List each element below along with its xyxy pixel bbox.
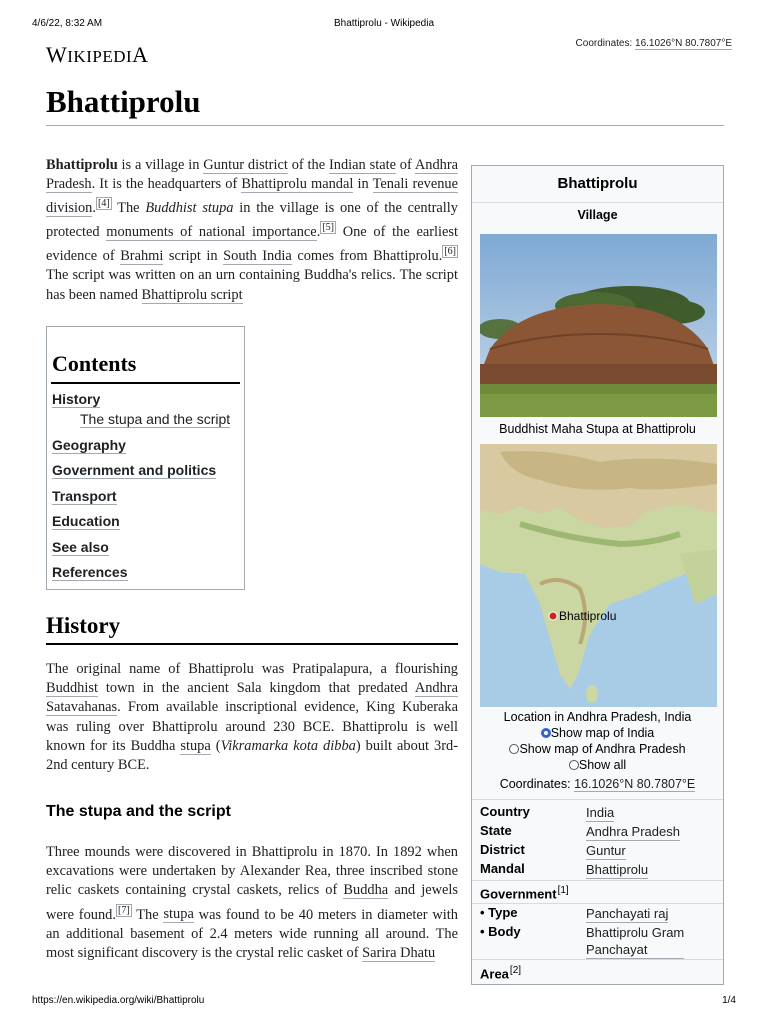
link-buddha[interactable]: Buddha: [343, 882, 389, 899]
section-heading-stupa-script: The stupa and the script: [46, 803, 231, 820]
link-buddhist[interactable]: Buddhist: [46, 680, 98, 697]
link-stupa[interactable]: stupa: [180, 737, 211, 754]
link-brahmi[interactable]: Brahmi: [120, 248, 164, 265]
row-label-state: State: [480, 823, 512, 838]
toc-item-geography[interactable]: Geography: [52, 437, 126, 453]
link-stupa-2[interactable]: stupa: [163, 906, 194, 923]
ref-6[interactable]: [6]: [444, 246, 456, 258]
print-datetime: 4/6/22, 8:32 AM: [32, 18, 103, 29]
row-label-district: District: [480, 842, 525, 857]
radio-show-all[interactable]: Show all: [472, 758, 723, 772]
link-south-india[interactable]: South India: [223, 248, 292, 265]
link-monuments[interactable]: monuments of national importance: [106, 224, 317, 241]
radio-show-andhra[interactable]: Show map of Andhra Pradesh: [472, 742, 723, 756]
title-divider: [46, 125, 724, 126]
row-label-mandal: Mandal: [480, 861, 525, 876]
coordinates-top: [576, 38, 732, 49]
radio-unselected-icon[interactable]: [509, 744, 519, 754]
link-bhattiprolu-script[interactable]: Bhattiprolu script: [141, 286, 243, 303]
toc-item-history[interactable]: History: [52, 391, 101, 407]
row-value-type[interactable]: Panchayati raj: [586, 906, 669, 921]
lead-paragraph: Bhattiprolu is a village in Guntur district of the Indian state of Andhra Pradesh. It is the headquarters of Bhattiprolu mandal in Tenali revenue division. [4] The Buddhist stupa in the village is one of the centrally protected monuments of national importance. [5] One of the earliest evidence of Brahmi script in South India comes from Bhattiprolu. [6] The script was written on an urn containing Buddha's relics. The script has been named Bhattiprolu script: [46, 157, 459, 303]
toc-item-education[interactable]: Education: [52, 513, 120, 529]
ref-4[interactable]: [4]: [98, 198, 110, 210]
toc-title: Contents: [52, 351, 137, 376]
wikipedia-wordmark[interactable]: WIKIPEDIA: [46, 42, 149, 67]
row-label-government: Government[1]: [480, 885, 569, 902]
link-bhattiprolu-mandal[interactable]: Bhattiprolu mandal: [241, 176, 354, 193]
row-label-type: • Type: [480, 905, 518, 920]
page-title: Bhattiprolu: [46, 84, 201, 119]
row-value-state[interactable]: Andhra Pradesh: [586, 824, 680, 839]
link-indian-state[interactable]: Indian state: [328, 157, 396, 173]
radio-show-india[interactable]: Show map of India: [472, 726, 723, 740]
section-heading-history: History: [46, 613, 121, 638]
link-tenali-division[interactable]: Tenali revenue division: [46, 176, 458, 217]
infobox-coordinates: Coordinates: 16.1026°N 80.7807°E: [499, 777, 696, 791]
toc-item-stupa-and-script[interactable]: The stupa and the script: [80, 411, 231, 427]
photo-caption: Buddhist Maha Stupa at Bhattiprolu: [499, 422, 696, 436]
link-andhra-satavahanas[interactable]: Andhra Satavahanas: [46, 680, 458, 716]
row-value-country[interactable]: India: [586, 805, 615, 820]
map-marker-label: Bhattiprolu: [559, 609, 617, 623]
map-caption: Location in Andhra Pradesh, India: [503, 710, 692, 724]
link-guntur-district[interactable]: Guntur district: [203, 157, 288, 173]
row-label-area: Area[2]: [480, 965, 522, 982]
link-andhra-pradesh[interactable]: Andhra Pradesh: [46, 157, 459, 193]
row-label-country: Country: [480, 804, 530, 819]
radio-unselected-icon[interactable]: [569, 760, 579, 770]
row-value-body[interactable]: Bhattiprolu Gram Panchayat: [586, 925, 685, 957]
history-paragraph: The original name of Bhattiprolu was Pratipalapura, a flourishing Buddhist town in the ancient Sala kingdom that predated Andhra Satavahanas. From available inscriptional evidence, King Kuberaka was ruling over Bhattiprolu around 230 BCE. Bhattiprolu is well known for its Buddha stupa (Vikramarka kota dibba) built about 3rd-2nd century BCE.: [46, 661, 459, 774]
ref-2[interactable]: [2]: [509, 965, 522, 976]
radio-selected-icon[interactable]: [541, 728, 551, 738]
infobox-title: Bhattiprolu: [557, 175, 638, 192]
print-page-count: 1/4: [722, 995, 736, 1006]
link-sarira-dhatu[interactable]: Sarira Dhatu: [362, 944, 436, 961]
coordinates-label: Coordinates:: [575, 38, 633, 49]
toc-item-see-also[interactable]: See also: [52, 539, 109, 555]
history-divider: [46, 643, 458, 645]
print-tab-title: Bhattiprolu - Wikipedia: [333, 18, 435, 29]
table-of-contents: [46, 326, 245, 590]
coordinates-link[interactable]: 16.1026°N 80.7807°E: [635, 38, 732, 49]
stupa-paragraph: Three mounds were discovered in Bhattiprolu in 1870. In 1892 when excavations were undertaken by Alexander Rea, three inscribed stone relic caskets containing crystal caskets, relics of Buddha and jewels were found. [7] The stupa was found to be 40 meters in diameter with an additional basement of 2.4 meters wide running all around. The most significant discovery is the crystal relic casket of Sarira Dhatu: [46, 844, 458, 961]
ref-7[interactable]: [7]: [117, 904, 130, 916]
toc-item-transport[interactable]: Transport: [52, 488, 117, 504]
row-label-body: • Body: [480, 924, 521, 939]
infobox: [471, 165, 724, 985]
ref-5[interactable]: [5]: [322, 222, 334, 234]
toc-divider: [51, 382, 240, 384]
infobox-subtitle: Village: [577, 208, 618, 222]
india-locator-map[interactable]: [480, 444, 717, 707]
toc-item-references[interactable]: References: [52, 564, 128, 580]
ref-1[interactable]: [1]: [557, 885, 569, 896]
row-value-district[interactable]: Guntur: [586, 843, 626, 858]
stupa-photo[interactable]: [480, 234, 717, 417]
print-url: https://en.wikipedia.org/wiki/Bhattiprolu: [32, 995, 205, 1006]
infobox-coordinates-link[interactable]: 16.1026°N 80.7807°E: [574, 777, 696, 791]
row-value-mandal[interactable]: Bhattiprolu: [586, 862, 649, 877]
toc-item-government[interactable]: Government and politics: [52, 462, 217, 478]
